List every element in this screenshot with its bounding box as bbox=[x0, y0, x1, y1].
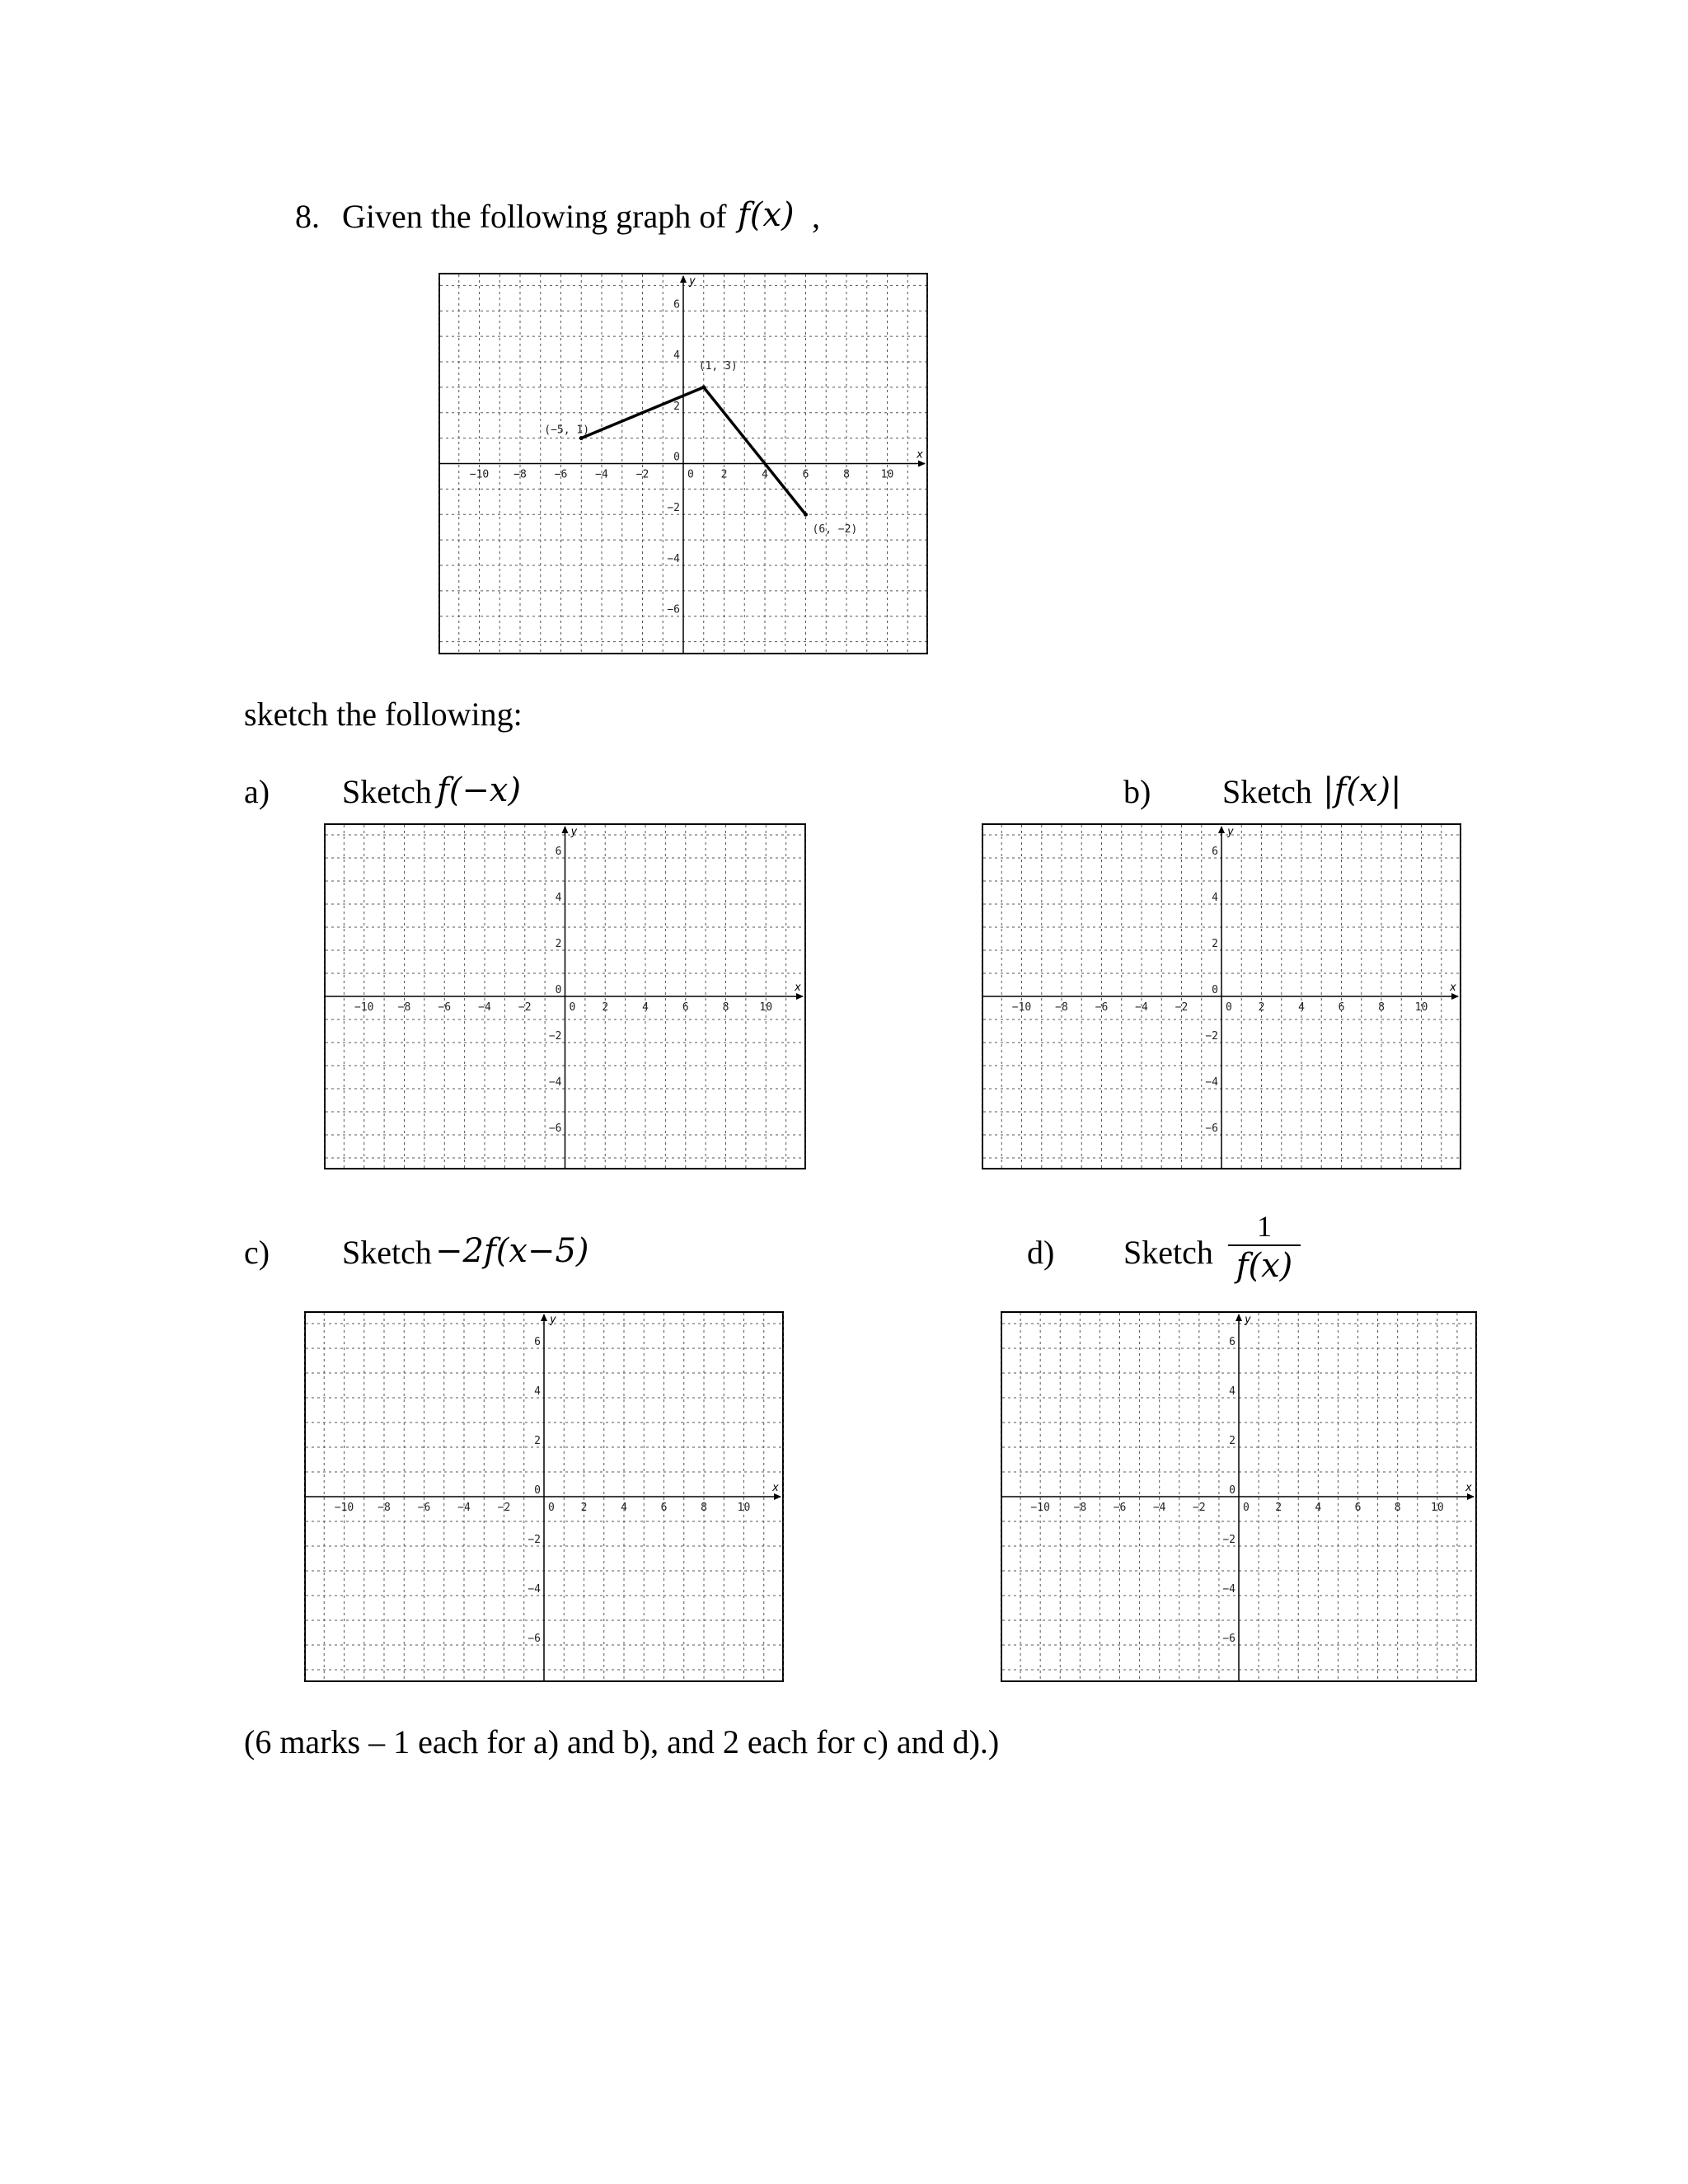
part-d-numerator: 1 bbox=[1257, 1210, 1272, 1243]
y-tick-label: 0 bbox=[1229, 1484, 1236, 1497]
point-label: (1, 3) bbox=[698, 359, 738, 373]
x-tick-label: −6 bbox=[438, 1001, 452, 1014]
x-tick-label: 2 bbox=[720, 468, 728, 481]
x-tick-label: 10 bbox=[759, 1001, 773, 1014]
x-tick-label: −4 bbox=[1135, 1001, 1148, 1014]
part-c-blank-grid[interactable] bbox=[304, 1311, 784, 1682]
x-tick-label: −2 bbox=[497, 1502, 511, 1514]
data-point bbox=[804, 513, 808, 517]
data-point bbox=[701, 385, 706, 389]
data-point bbox=[579, 436, 584, 440]
x-tick-label: 0 bbox=[569, 1001, 576, 1014]
x-tick-label: 6 bbox=[682, 1001, 689, 1014]
y-tick-label: −6 bbox=[528, 1633, 541, 1645]
point-label: (−5, 1) bbox=[544, 424, 590, 437]
x-tick-label: −4 bbox=[478, 1001, 491, 1014]
x-tick-label: −6 bbox=[417, 1502, 431, 1514]
x-tick-label: 0 bbox=[1243, 1502, 1250, 1514]
part-a-blank-grid[interactable] bbox=[324, 823, 806, 1169]
y-tick-label: −2 bbox=[548, 1030, 562, 1043]
y-tick-label: 4 bbox=[1212, 892, 1218, 904]
x-tick-label: −6 bbox=[554, 468, 568, 481]
x-tick-label: −8 bbox=[377, 1502, 391, 1514]
y-tick-label: 6 bbox=[1212, 846, 1218, 858]
y-tick-label: −6 bbox=[1205, 1122, 1218, 1135]
x-axis-label: x bbox=[1450, 982, 1456, 994]
x-tick-label: 8 bbox=[843, 468, 850, 481]
y-tick-label: 0 bbox=[673, 451, 680, 464]
part-a-expression: f(−x) bbox=[437, 771, 522, 809]
y-tick-label: 0 bbox=[534, 1484, 541, 1497]
question-prompt-end: , bbox=[812, 198, 820, 235]
x-axis-label: x bbox=[795, 982, 801, 994]
question-prompt: Given the following graph of bbox=[342, 198, 727, 235]
y-axis-label: y bbox=[550, 1314, 556, 1326]
x-tick-label: 0 bbox=[548, 1502, 555, 1514]
y-tick-label: −4 bbox=[1222, 1583, 1236, 1596]
x-tick-label: −2 bbox=[635, 468, 649, 481]
x-tick-label: 6 bbox=[660, 1502, 668, 1514]
y-axis-label: y bbox=[689, 275, 696, 288]
x-tick-label: 6 bbox=[802, 468, 809, 481]
y-tick-label: 2 bbox=[555, 938, 562, 950]
y-axis-label: y bbox=[1227, 826, 1234, 838]
part-d-label: d) bbox=[1027, 1234, 1055, 1271]
x-tick-label: −8 bbox=[1073, 1502, 1087, 1514]
x-tick-label: 4 bbox=[1315, 1502, 1322, 1514]
y-tick-label: −4 bbox=[667, 552, 680, 565]
main-function-graph bbox=[438, 273, 928, 654]
y-tick-label: −2 bbox=[667, 502, 680, 515]
y-tick-label: 4 bbox=[673, 349, 680, 363]
x-tick-label: 10 bbox=[1414, 1001, 1428, 1014]
y-tick-label: 6 bbox=[673, 298, 680, 312]
x-axis-label: x bbox=[917, 448, 923, 462]
x-tick-label: 2 bbox=[1258, 1001, 1265, 1014]
part-b-label: b) bbox=[1123, 773, 1151, 810]
x-tick-label: 8 bbox=[722, 1001, 729, 1014]
x-tick-label: 2 bbox=[580, 1502, 588, 1514]
y-tick-label: 6 bbox=[534, 1336, 541, 1348]
x-tick-label: −8 bbox=[1055, 1001, 1068, 1014]
y-tick-label: 4 bbox=[534, 1385, 541, 1398]
marks-note: (6 marks – 1 each for a) and b), and 2 each for c) and d).) bbox=[244, 1723, 1000, 1760]
y-tick-label: −6 bbox=[667, 603, 680, 616]
part-d-fraction bbox=[1228, 1210, 1301, 1285]
part-b-blank-grid[interactable] bbox=[982, 823, 1461, 1169]
x-tick-label: 2 bbox=[1275, 1502, 1282, 1514]
x-tick-label: 0 bbox=[687, 468, 694, 481]
y-tick-label: 4 bbox=[1229, 1385, 1236, 1398]
x-tick-label: −10 bbox=[1011, 1001, 1032, 1014]
y-tick-label: 2 bbox=[1229, 1435, 1236, 1447]
part-c-label: c) bbox=[244, 1234, 270, 1271]
y-tick-label: −2 bbox=[1205, 1030, 1218, 1043]
y-tick-label: −4 bbox=[548, 1076, 562, 1089]
x-tick-label: 8 bbox=[1394, 1502, 1401, 1514]
y-axis-label: y bbox=[570, 826, 578, 838]
x-tick-label: 8 bbox=[701, 1502, 707, 1514]
x-tick-label: 2 bbox=[602, 1001, 609, 1014]
y-tick-label: 6 bbox=[1229, 1336, 1236, 1348]
question-number: 8. bbox=[295, 198, 320, 235]
y-tick-label: 2 bbox=[534, 1435, 541, 1447]
point-label: (6, −2) bbox=[812, 523, 858, 537]
x-axis-label: x bbox=[772, 1482, 779, 1494]
part-d-denominator: f(x) bbox=[1236, 1247, 1293, 1285]
part-b-expression: |f(x)| bbox=[1323, 771, 1402, 809]
x-tick-label: −6 bbox=[1095, 1001, 1109, 1014]
question-function: f(x) bbox=[738, 196, 795, 234]
x-tick-label: 0 bbox=[1226, 1001, 1232, 1014]
y-tick-label: 6 bbox=[555, 846, 562, 858]
x-tick-label: 10 bbox=[1431, 1502, 1444, 1514]
x-tick-label: −2 bbox=[1193, 1502, 1206, 1514]
x-tick-label: −8 bbox=[397, 1001, 411, 1014]
x-tick-label: −8 bbox=[513, 468, 527, 481]
x-tick-label: −4 bbox=[595, 468, 608, 481]
x-tick-label: −10 bbox=[334, 1502, 354, 1514]
part-a-label: a) bbox=[244, 773, 270, 810]
x-axis-label: x bbox=[1465, 1482, 1472, 1494]
part-d-word: Sketch bbox=[1123, 1234, 1213, 1271]
part-b-word: Sketch bbox=[1222, 773, 1312, 810]
x-tick-label: −4 bbox=[1152, 1502, 1166, 1514]
x-tick-label: 6 bbox=[1338, 1001, 1345, 1014]
y-tick-label: −2 bbox=[528, 1534, 541, 1546]
part-c-word: Sketch bbox=[342, 1234, 432, 1271]
y-tick-label: −4 bbox=[1205, 1076, 1218, 1089]
x-tick-label: −6 bbox=[1113, 1502, 1127, 1514]
x-tick-label: 6 bbox=[1354, 1502, 1362, 1514]
y-axis-label: y bbox=[1245, 1314, 1251, 1326]
x-tick-label: −10 bbox=[354, 1001, 374, 1014]
y-tick-label: −6 bbox=[1222, 1633, 1236, 1645]
y-tick-label: 0 bbox=[555, 984, 562, 996]
x-tick-label: −2 bbox=[1175, 1001, 1189, 1014]
x-tick-label: 4 bbox=[762, 468, 768, 481]
y-tick-label: 2 bbox=[1212, 938, 1218, 950]
y-tick-label: −2 bbox=[1222, 1534, 1236, 1546]
y-tick-label: −6 bbox=[548, 1122, 562, 1135]
y-tick-label: 2 bbox=[673, 400, 680, 413]
y-tick-label: −4 bbox=[528, 1583, 541, 1596]
x-tick-label: 4 bbox=[1298, 1001, 1305, 1014]
y-tick-label: 4 bbox=[555, 892, 562, 904]
part-d-blank-grid[interactable] bbox=[1001, 1311, 1477, 1682]
x-tick-label: 4 bbox=[642, 1001, 649, 1014]
x-tick-label: −2 bbox=[518, 1001, 532, 1014]
x-tick-label: 10 bbox=[737, 1502, 751, 1514]
part-a-word: Sketch bbox=[342, 773, 432, 810]
x-tick-label: 8 bbox=[1378, 1001, 1385, 1014]
x-tick-label: −4 bbox=[457, 1502, 471, 1514]
x-tick-label: −10 bbox=[1030, 1502, 1050, 1514]
y-tick-label: 0 bbox=[1212, 984, 1218, 996]
x-tick-label: 10 bbox=[880, 468, 894, 481]
part-c-expression: −2f(x−5) bbox=[435, 1232, 589, 1270]
instruction-text: sketch the following: bbox=[244, 696, 523, 733]
x-tick-label: −10 bbox=[469, 468, 490, 481]
x-tick-label: 4 bbox=[621, 1502, 627, 1514]
